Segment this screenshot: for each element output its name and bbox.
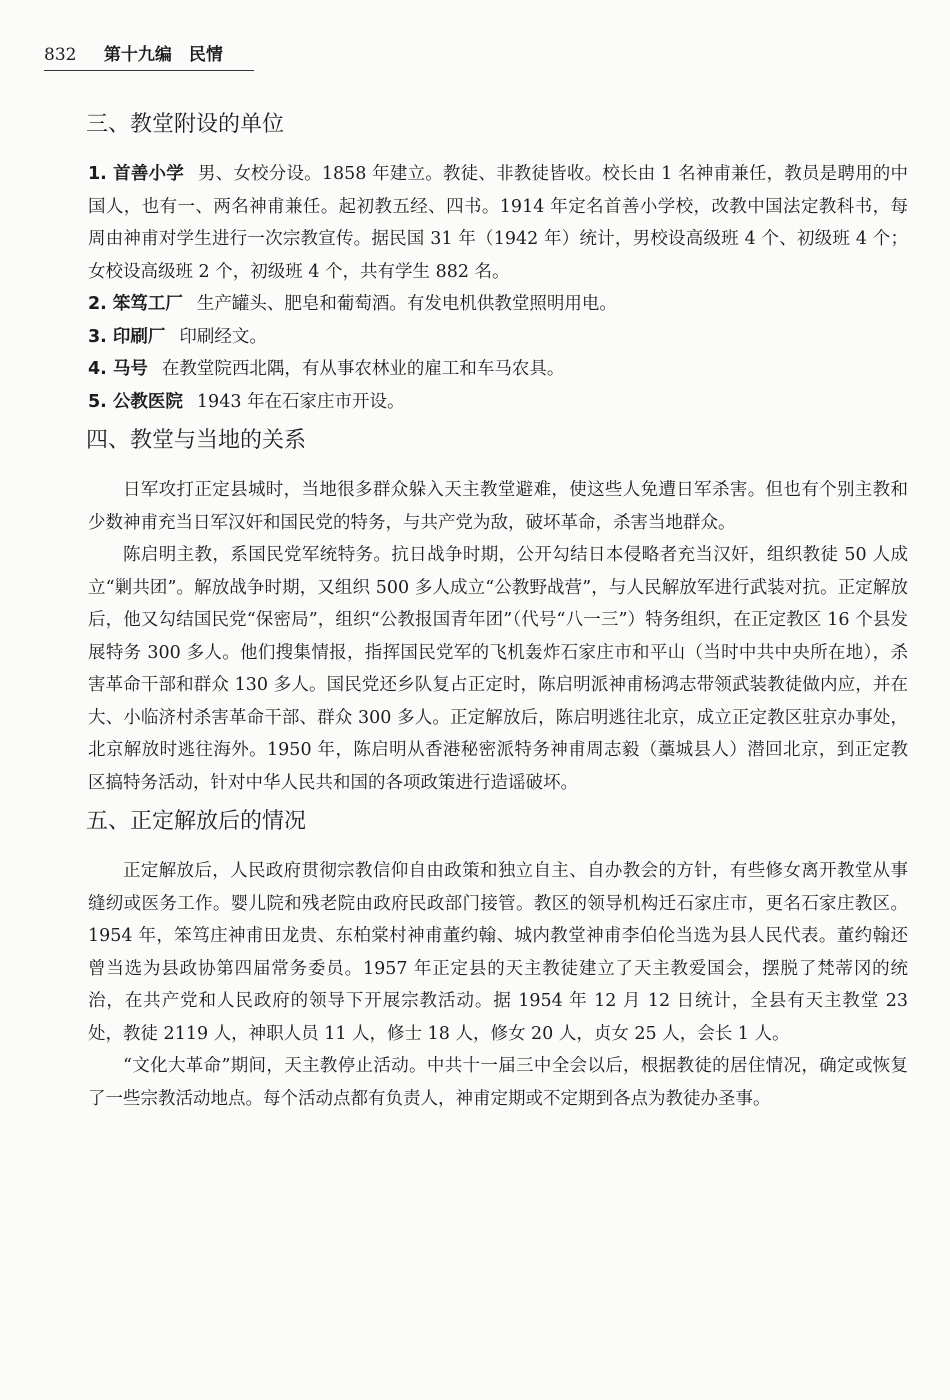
item-text: 在教堂院西北隅，有从事农林业的雇工和车马农具。 xyxy=(161,359,565,379)
list-item xyxy=(88,386,908,419)
page-header xyxy=(44,44,254,71)
paragraph: 陈启明主教，系国民党军统特务。抗日战争时期，公开勾结日本侵略者充当汉奸，组织教徒 50 人成立“剿共团”。解放战争时期，又组织 500 多人成立“公教野战营”，与人民解放军进行武装对抗。正定解放后，他又勾结国民党“保密局”，组织“公教报国青年团”（代号“八一三”）特务组织，在正定教区 16 个县发展特务 300 多人。他们搜集情报，指挥国民党军的飞机轰炸石家庄市和平山（当时中共中央所在地），杀害革命干部和群众 130 多人。国民党还乡队复占正定时，陈启明派神甫杨鸿志带领武装教徒做内应，并在大、小临济村杀害革命干部、群众 300 多人。正定解放后，陈启明逃往北京，成立正定教区驻京办事处，北京解放时逃往海外。1950 年，陈启明从香港秘密派特务神甫周志毅（藁城县人）潜回北京，到正定教区搞特务活动，针对中华人民共和国的各项政策进行造谣破坏。 xyxy=(88,545,908,793)
section-heading-3: 三、教堂附设的单位 xyxy=(86,112,285,137)
item-label: 5. 公教医院 xyxy=(88,391,183,412)
paragraph: 正定解放后，人民政府贯彻宗教信仰自由政策和独立自主、自办教会的方针，有些修女离开教堂从事缝纫或医务工作。婴儿院和残老院由政府民政部门接管。教区的领导机构迁石家庄市，更名石家庄教区。1954 年，笨笃庄神甫田龙贵、东柏棠村神甫董约翰、城内教堂神甫李伯伦当选为县人民代表。董约翰还曾当选为县政协第四届常务委员。1957 年正定县的天主教徒建立了天主教爱国会，摆脱了梵蒂冈的统治，在共产党和人民政府的领导下开展宗教活动。据 1954 年 12 月 12 日统计，全县有天主教堂 23 处，教徒 2119 人，神职人员 11 人，修士 18 人，修女 20 人，贞女 25 人，会长 1 人。 xyxy=(88,861,908,1044)
page-content xyxy=(88,110,908,1115)
list-item xyxy=(88,158,908,288)
running-title: 第十九编 民情 xyxy=(103,45,223,65)
item-label: 1. 首善小学 xyxy=(88,164,184,184)
item-label: 4. 马号 xyxy=(88,359,148,379)
item-text: 男、女校分设。1858 年建立。教徒、非教徒皆收。校长由 1 名神甫兼任，教员是聘用的中国人，也有一、两名神甫兼任。起初教五经、四书。1914 年定名首善小学校，改教中国法定教科书，每周由神甫对学生进行一次宗教宣传。据民国 31 年（1942 年）统计，男校设高级班 4 个、初级班 4 个；女校设高级班 2 个，初级班 4 个，共有学生 882 名。 xyxy=(88,164,908,282)
item-label: 2. 笨笃工厂 xyxy=(88,294,183,314)
section-heading-4: 四、教堂与当地的关系 xyxy=(86,428,307,453)
paragraph: 日军攻打正定县城时，当地很多群众躲入天主教堂避难，使这些人免遭日军杀害。但也有个别主教和少数神甫充当日军汉奸和国民党的特务，与共产党为敌，破坏革命，杀害当地群众。 xyxy=(88,480,908,533)
item-label: 3. 印刷厂 xyxy=(88,326,166,347)
list-item xyxy=(88,288,908,321)
item-text: 1943 年在石家庄市开设。 xyxy=(196,391,405,412)
list-item xyxy=(88,353,908,386)
page-number: 832 xyxy=(44,45,77,65)
item-text: 生产罐头、肥皂和葡萄酒。有发电机供教堂照明用电。 xyxy=(196,294,617,314)
paragraph: “文化大革命”期间，天主教停止活动。中共十一届三中全会以后，根据教徒的居住情况，确定或恢复了一些宗教活动地点。每个活动点都有负责人，神甫定期或不定期到各点为教徒办圣事。 xyxy=(88,1056,908,1109)
list-item xyxy=(88,321,908,354)
item-text: 印刷经文。 xyxy=(179,326,267,347)
section-heading-5: 五、正定解放后的情况 xyxy=(86,809,307,834)
